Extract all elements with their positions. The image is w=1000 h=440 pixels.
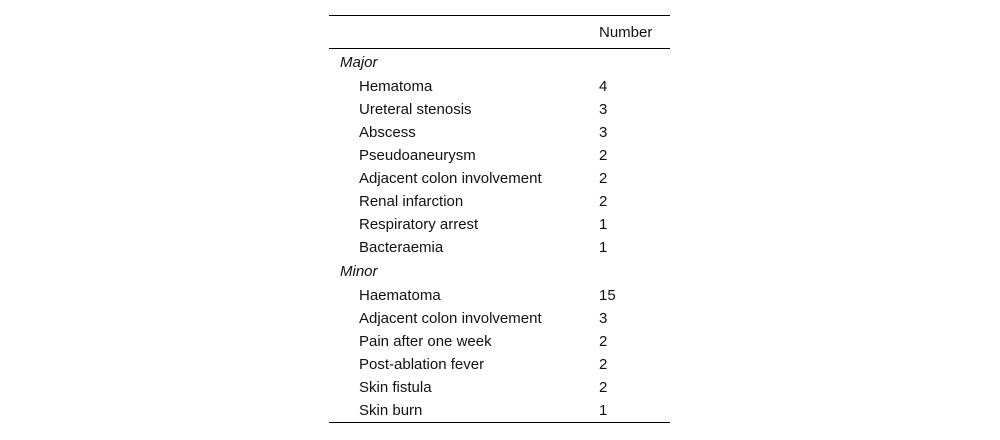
group-label: Major	[340, 54, 378, 71]
complication-label: Skin fistula	[359, 379, 432, 396]
table-row	[329, 236, 670, 259]
table-row	[329, 75, 670, 98]
table-row	[329, 284, 670, 307]
complication-label: Renal infarction	[359, 193, 464, 210]
complication-count: 2	[599, 379, 608, 396]
table-row	[329, 144, 670, 167]
table-row	[329, 307, 670, 330]
table-body	[329, 49, 670, 423]
header-number: Number	[599, 23, 653, 41]
complication-label: Adjacent colon involvement	[359, 170, 542, 187]
complication-count: 2	[599, 147, 608, 164]
complication-label: Post-ablation fever	[359, 356, 485, 373]
complication-count: 2	[599, 333, 608, 350]
complication-label: Pain after one week	[359, 333, 492, 350]
complication-label: Respiratory arrest	[359, 216, 479, 233]
complication-label: Haematoma	[359, 287, 441, 304]
complication-count: 1	[599, 239, 608, 256]
group-row-major	[329, 49, 670, 76]
table-row	[329, 167, 670, 190]
complication-label: Ureteral stenosis	[359, 101, 472, 118]
complication-count: 3	[599, 310, 608, 327]
complication-count: 4	[599, 78, 608, 95]
group-row-minor	[329, 259, 670, 284]
complication-label: Pseudoaneurysm	[359, 147, 476, 164]
complication-count: 3	[599, 124, 608, 141]
table-row	[329, 376, 670, 399]
complication-count: 1	[599, 402, 608, 419]
group-label: Minor	[340, 263, 378, 280]
complication-count: 1	[599, 216, 608, 233]
complication-count: 2	[599, 170, 608, 187]
complication-count: 3	[599, 101, 608, 118]
complication-count: 2	[599, 193, 608, 210]
complication-label: Hematoma	[359, 78, 433, 95]
header-row	[329, 16, 670, 49]
complications-table	[329, 15, 670, 423]
table-row	[329, 213, 670, 236]
complications-table-container	[329, 15, 670, 423]
header-empty-cell	[329, 16, 589, 49]
table-row	[329, 121, 670, 144]
table-row	[329, 353, 670, 376]
table-row	[329, 399, 670, 423]
complication-count: 2	[599, 356, 608, 373]
complication-label: Bacteraemia	[359, 239, 444, 256]
table-row	[329, 190, 670, 213]
complication-count: 15	[599, 287, 616, 304]
table-header	[329, 16, 670, 49]
table-row	[329, 330, 670, 353]
complication-label: Abscess	[359, 124, 416, 141]
table-row	[329, 98, 670, 121]
complication-label: Skin burn	[359, 402, 423, 419]
complication-label: Adjacent colon involvement	[359, 310, 542, 327]
